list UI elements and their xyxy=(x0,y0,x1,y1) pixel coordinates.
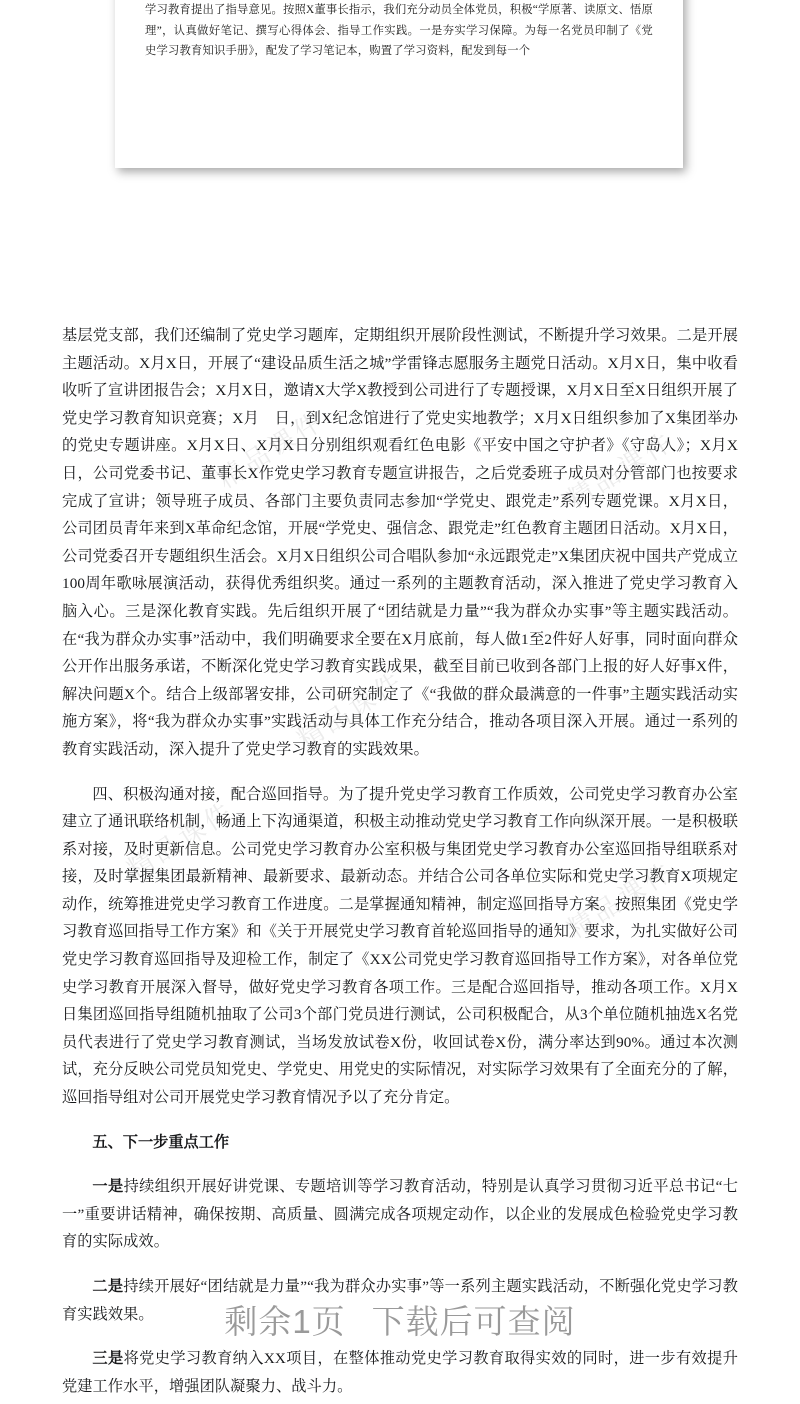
next-step-three-lead: 三是 xyxy=(92,1350,124,1368)
next-step-one-text: 持续组织开展好讲党课、专题培训等学习教育活动，特别是认真学习贯彻习近平总书记“七一”重要讲话精神，确保按期、高质量、圆满完成各项规定动作，以企业的发展成色检验党史学习教育的实际成效。 xyxy=(62,1178,739,1251)
next-step-one xyxy=(62,1173,738,1256)
document-body xyxy=(62,322,738,1402)
download-notice xyxy=(0,1296,800,1343)
next-step-three xyxy=(62,1345,738,1400)
next-step-two-text: 持续开展好“团结就是力量”“我为群众办实事”等一系列主题实践活动，不断强化党史学习教育实践效果。 xyxy=(62,1278,738,1323)
page-card-text: 学习教育提出了指导意见。按照X董事长指示，我们充分动员全体党员，积极“学原著、读原文、悟原理”，认真做好笔记、撰写心得体会、指导工作实践。一是夯实学习保障。为每一名党员印制了《党史学习教育知识手册》，配发了学习笔记本，购置了学习资料，配发到每一个 xyxy=(145,4,653,57)
remaining-pages-label: 剩余1页 xyxy=(224,1303,346,1340)
watermark: 精品课件 xyxy=(561,855,680,945)
next-step-three-text: 将党史学习教育纳入XX项目，在整体推动党史学习教育取得实效的同时，进一步有效提升党建工作水平，增强团队凝聚力、战斗力。 xyxy=(62,1350,739,1395)
next-step-one-lead: 一是 xyxy=(92,1178,124,1196)
paragraph-four-communication: 四、积极沟通对接，配合巡回指导。为了提升党史学习教育工作质效，公司党史学习教育办公室建立了通讯联络机制，畅通上下沟通渠道，积极主动推动党史学习教育工作向纵深开展。一是积极联系对接，及时更新信息。公司党史学习教育办公室积极与集团党史学习教育办公室巡回指导组联系对接，及时掌握集团最新精神、最新要求、最新动态。并结合公司各单位实际和党史学习教育X项规定动作，统筹推进党史学习教育工作进度。二是掌握通知精神，制定巡回指导方案。按照集团《党史学习教育巡回指导工作方案》和《关于开展党史学习教育首轮巡回指导的通知》要求，为扎实做好公司党史学习教育巡回指导及迎检工作，制定了《XX公司党史学习教育巡回指导工作方案》，对各单位党史学习教育开展深入督导，做好党史学习教育各项工作。三是配合巡回指导，推动各项工作。X月X日集团巡回指导组随机抽取了公司3个部门党员进行测试，公司积极配合，从3个单位随机抽选X名党员代表进行了党史学习教育测试，当场发放试卷X份，收回试卷X份，满分率达到90%。通过本次测试，充分反映公司党员知党史、学党史、用党史的实际情况，对实际学习效果有了全面充分的了解，巡回指导组对公司开展党史学习教育情况予以了充分肯定。 xyxy=(62,785,738,1107)
document-page-card xyxy=(115,0,683,168)
paragraph-three-practice: 基层党支部，我们还编制了党史学习题库，定期组织开展阶段性测试，不断提升学习效果。二是开展主题活动。X月X日，开展了“建设品质生活之城”学雷锋志愿服务主题党日活动。X月X日，集中收看收听了宣讲团报告会；X月X日，邀请X大学X教授到公司进行了专题授课，X月X日至X日组织开展了党史学习教育知识竞赛；X月 日，到X纪念馆进行了党史实地教学；X月X日组织参加了X集团举办的党史专题讲座。X月X日、X月X日分别组织观看红色电影《平安中国之守护者》《守岛人》；X月X日，公司党委书记、董事长X作党史学习教育专题宣讲报告，之后党委班子成员对分管部门也按要求完成了宣讲；领导班子成员、各部门主要负责同志参加“学党史、跟党走”系列专题党课。X月X日，公司团员青年来到X革命纪念馆，开展“学党史、强信念、跟党走”红色教育主题团日活动。X月X日，公司党委召开专题组织生活会。X月X日组织公司合唱队参加“永远跟党走”X集团庆祝中国共产党成立100周年歌咏展演活动，获得优秀组织奖。通过一系列的主题教育活动，深入推进了党史学习教育入脑入心。三是深化教育实践。先后组织开展了“团结就是力量”“我为群众办实事”等主题实践活动。在“我为群众办实事”活动中，我们明确要求全要在X月底前，每人做1至2件好人好事，同时面向群众公开作出服务承诺，不断深化党史学习教育实践成果，截至目前已收到各部门上报的好人好事X件，解决问题X个。结合上级部署安排，公司研究制定了《“我做的群众最满意的一件事”主题实践活动实施方案》，将“我为群众办实事”实践活动与具体工作充分结合，推动各项目深入开展。通过一系列的教育实践活动，深入提升了党史学习教育的实践效果。 xyxy=(62,327,738,758)
download-hint-label: 下载后可查阅 xyxy=(371,1303,576,1340)
section-heading-five: 五、下一步重点工作 xyxy=(92,1133,230,1151)
watermark: 精品课件 xyxy=(561,425,680,515)
next-step-two-lead: 二是 xyxy=(92,1278,124,1295)
watermark: 精品课件 xyxy=(211,405,330,495)
watermark: 精品课件 xyxy=(121,795,240,885)
watermark: 精品课件 xyxy=(291,665,410,755)
